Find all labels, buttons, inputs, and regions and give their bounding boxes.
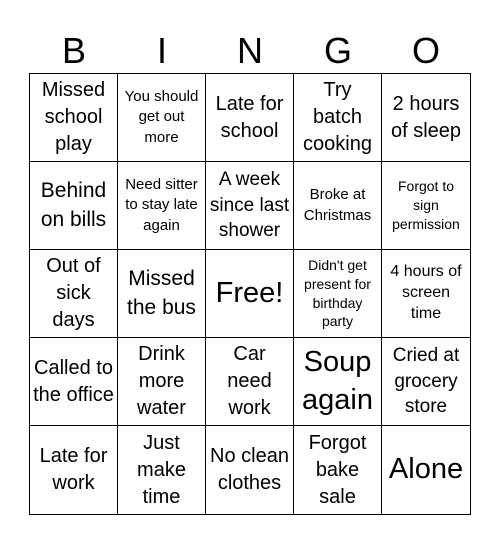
bingo-cell[interactable]: Called to the office	[30, 338, 118, 426]
bingo-cell[interactable]: Just make time	[118, 426, 206, 514]
header-letter-n: N	[237, 30, 263, 71]
bingo-cell[interactable]: Didn't get present for birthday party	[294, 250, 382, 338]
bingo-cell[interactable]: Cried at grocery store	[382, 338, 470, 426]
bingo-header	[30, 28, 470, 74]
bingo-cell[interactable]: 2 hours of sleep	[382, 74, 470, 162]
bingo-cell[interactable]: Try batch cooking	[294, 74, 382, 162]
header-letter-b: B	[61, 30, 86, 71]
bingo-cell[interactable]: Forgot bake sale	[294, 426, 382, 514]
bingo-cell[interactable]: Late for work	[30, 426, 118, 514]
bingo-cell[interactable]: You should get out more	[118, 74, 206, 162]
bingo-cell[interactable]: Alone	[388, 453, 464, 486]
bingo-cell[interactable]: Need sitter to stay late again	[118, 162, 206, 250]
bingo-cell[interactable]: Missed the bus	[118, 250, 206, 338]
bingo-cell[interactable]: Missed school play	[30, 74, 118, 162]
bingo-cell[interactable]: Behind on bills	[30, 162, 118, 250]
bingo-cell[interactable]: Car need work	[206, 338, 294, 426]
bingo-cell[interactable]: No clean clothes	[206, 426, 294, 514]
bingo-cell[interactable]: 4 hours of screen time	[382, 250, 470, 338]
bingo-grid	[29, 73, 471, 515]
header-letter-o: O	[411, 30, 440, 71]
bingo-cell[interactable]: Late for school	[206, 74, 294, 162]
bingo-cell[interactable]: Forgot to sign permission	[382, 162, 470, 250]
free-space-cell[interactable]: Free!	[206, 250, 294, 338]
bingo-cell[interactable]: Drink more water	[118, 338, 206, 426]
bingo-cell[interactable]: Broke at Christmas	[294, 162, 382, 250]
bingo-cell[interactable]: A week since last shower	[206, 162, 294, 250]
header-letter-i: I	[156, 30, 167, 71]
bingo-cell[interactable]: Soup again	[294, 338, 382, 426]
header-letter-g: G	[323, 30, 352, 71]
bingo-cell[interactable]: Out of sick days	[30, 250, 118, 338]
